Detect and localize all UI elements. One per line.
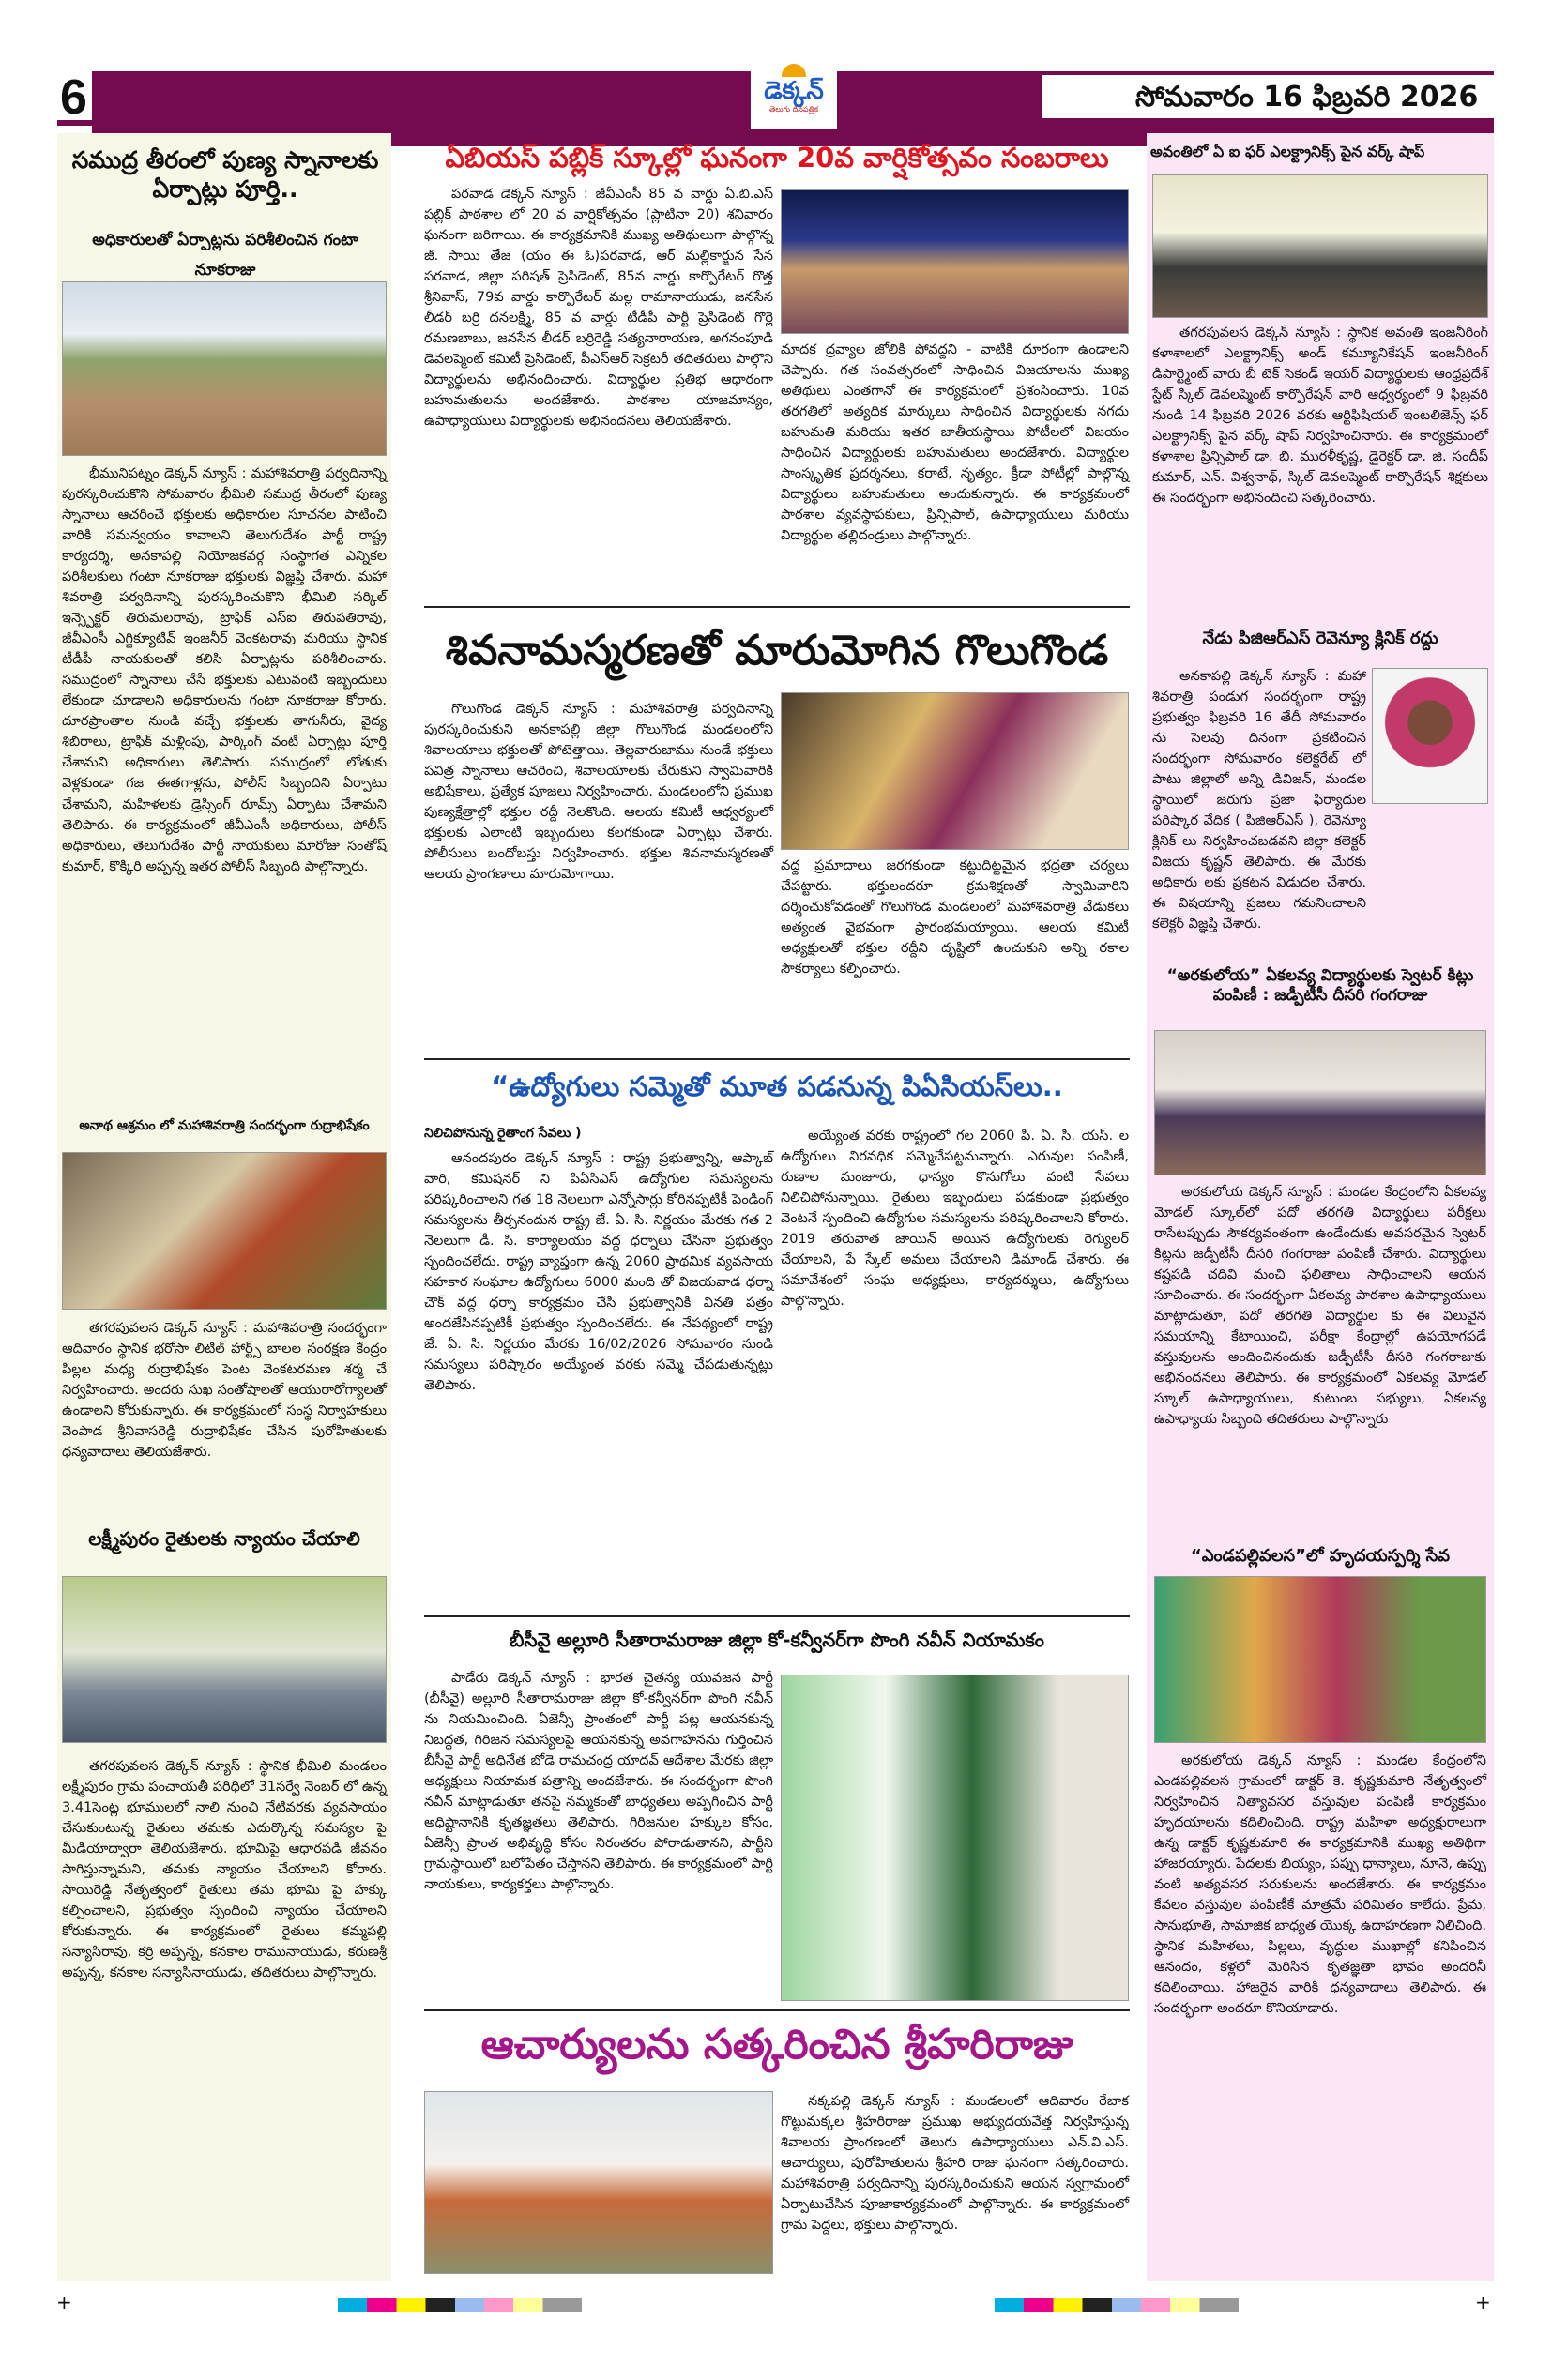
divider bbox=[424, 1615, 1130, 1617]
color-calibration-bar bbox=[338, 2298, 582, 2312]
divider bbox=[424, 2009, 1130, 2011]
subheadline: అధికారులతో ఏర్పాట్లను పరిశీలించిన గంటా నూకరాజు bbox=[92, 231, 358, 280]
color-calibration-bar bbox=[995, 2298, 1239, 2312]
news-photo bbox=[781, 189, 1129, 334]
article-body: పాడేరు డెక్కన్ న్యూస్ : భారత చైతన్య యువజన పార్టీ (బీసీవై) అల్లూరి సీతారామరాజు జిల్లా కో-కన్వీనర్‌గా పొంగి నవీన్ ను నియమించింది. ఏజెన్సీ ప్రాంతంలో పార్టీ పట్ల ఆయనకున్న నిబద్ధత, గిరిజన సమస్యలపై ఆయనకున్న అవగాహనను గుర్తించిన బీసీవై పార్టీ అధినేత బోడె రామచంద్ర యాదవ్ ఆదేశాల మేరకు జిల్లా అధ్యక్షులు నియామక పత్రాన్ని అందజేశారు. ఈ సందర్భంగా పొంగి నవీన్ మాట్లాడుతూ తనపై నమ్మకంతో బాధ్యతలు అప్పగించిన పార్టీ అధిష్టానానికి కృతజ్ఞతలు తెలిపారు. గిరిజనుల హక్కుల కోసం, ఏజెన్సీ ప్రాంత అభివృద్ధి కోసం నిరంతరం పోరాడుతానని, పార్టీని గ్రామస్థాయిలో బలోపేతం చేస్తానని తెలిపారు. ఈ కార్యక్రమంలో పార్టీ నాయకులు, కార్యకర్తలు పాల్గొన్నారు. bbox=[424, 1671, 773, 1893]
news-photo bbox=[1154, 1576, 1486, 1743]
news-photo bbox=[781, 692, 1129, 850]
page-number: 6 bbox=[60, 70, 87, 125]
headline: “ఎండపల్లివలస”లో హృదయస్పర్శి సేవ bbox=[1190, 1546, 1451, 1566]
article-body: భీమునిపట్నం డెక్కన్ న్యూస్ : మహాశివరాత్రి పర్వదినాన్ని పురస్కరించుకొని సోమవారం భీమిలి సముద్ర తీరంలో పుణ్య స్నానాలు ఆచరించే భక్తులకు అధికారుల సూచనల పాటించి వారికి సమన్వయం కావాలని తెలుగుదేశం పార్టీ రాష్ట్ర కార్యదర్శి, అనకాపల్లి నియోజకవర్గ సంస్థాగత ఎన్నికల పరిశీలకులు గంటా నూకరాజు భక్తులకు విజ్ఞప్తి చేశారు. మహా శివరాత్రి పర్వదినాన్ని పురస్కరించుకొని భీమిలి సర్కిల్ ఇన్స్పెక్టర్ తిరుమలరావు, ట్రాఫిక్ ఎస్ఐ తిరుపతిరావు, జీవీఎంసీ ఎగ్జిక్యూటివ్ ఇంజనీర్ వెంకటరావు మరియు స్థానిక టీడీపీ నాయకులతో కలిసి ఏర్పాట్లను పరిశీలించారు. సముద్రంలో స్నానాలు చేసే భక్తులకు ఎటువంటి ఇబ్బందులు లేకుండా చూడాలని అధికారులను గంటా నూకరాజు కోరారు. దూరప్రాంతాల నుండి వచ్చే భక్తులకు తాగునీరు, వైద్య శిబిరాలు, ట్రాఫిక్ మళ్లింపు, పార్కింగ్ వంటి ఏర్పాట్లు పూర్తి చేశామని అధికారులు తెలిపారు. సముద్రంలో లోతుకు వెళ్లకుండా గజ ఈతగాళ్లను, పోలీస్ సిబ్బందిని ఏర్పాటు చేశామని, మహిళలకు డ్రెస్సింగ్ రూమ్స్ ఏర్పాటు చేశామని తెలిపారు. ఈ కార్యక్రమంలో జీవీఎంసీ అధికారులు, పోలీస్ అధికారులు, తెలుగుదేశం పార్టీ నాయకులు మారోజు సంతోష్ కుమార్, కొక్కిరి అప్పన్న ఇతర పోలీస్ సిబ్బంది పాల్గొన్నారు. bbox=[62, 466, 387, 874]
logo-tagline: తెలుగు దినపత్రిక bbox=[768, 105, 819, 114]
headline: ఏబియస్ పబ్లిక్ స్కూల్లో ఘనంగా 20వ వార్షికోత్సవం సంబరాలు bbox=[445, 142, 1109, 174]
article-body: అనకాపల్లి డెక్కన్ న్యూస్ : మహా శివరాత్రి పండుగ సందర్భంగా రాష్ట్ర ప్రభుత్వం ఫిబ్రవరి 16 తేదీ సోమవారం ను సెలవు దినంగా ప్రకటించిన సందర్భంగా సోమవారం కలెక్టరేట్ లో పాటు జిల్లాలో అన్ని డివిజన్, మండల స్థాయిలో జరుగు ప్రజా ఫిర్యాదుల పరిష్కార వేదిక ( పిజిఆర్ఎస్ ), రెవెన్యూ క్లినిక్ లు నిర్వహించబడవని జిల్లా కలెక్టర్ విజయ కృష్ణన్ తెలిపారు. ఈ మేరకు అధికారు లకు ప్రకటన విడుదల చేశారు. ఈ విషయాన్ని ప్రజలు గమనించాలని కలెక్టర్ విజ్ఞప్తి చేశారు. bbox=[1152, 669, 1366, 932]
article-body: అయ్యేంత వరకు రాష్ట్రంలో గల 2060 పి. ఏ. సి. యస్. ల ఉద్యోగులు నిరవధిక సమ్మెచేపట్టనున్నారు. ఎరువుల పంపిణీ, రుణాల మంజూరు, ధాన్యం కొనుగోలు వంటి సేవలు నిలిచిపోనున్నాయి. రైతులు ఇబ్బందులు పడకుండా ప్రభుత్వం వెంటనే స్పందించి ఉద్యోగుల సమస్యలను పరిష్కరించాలని కోరారు. 2019 తరువాత జాయిన్ అయిన ఉద్యోగులకు రెగ్యులర్ చేయాలని, పే స్కేల్ అమలు చేయాలని డిమాండ్ చేశారు. ఈ సమావేశంలో సంఘ అధ్యక్షులు, కార్యదర్శులు, ఉద్యోగులు పాల్గొన్నారు. bbox=[781, 1129, 1129, 1310]
article-body: తగరపువలస డెక్కన్ న్యూస్ : స్థానిక అవంతి ఇంజనీరింగ్ కళాశాలలో ఎలక్ట్రానిక్స్ అండ్ కమ్యూనికేషన్ ఇంజనీరింగ్ డిపార్ట్మెంట్ వారు బీ టెక్ సెకండ్ ఇయర్ విద్యార్థులకు ఆంధ్రప్రదేశ్ స్టేట్ స్కిల్ డెవలప్మెంట్ కార్పొరేషన్ వారి ఆధ్వర్యంలో 9 ఫిబ్రవరి నుండి 14 ఫిబ్రవరి 2026 వరకు ఆర్టిఫిషియల్ ఇంటలిజెన్స్ ఫర్ ఎలక్ట్రానిక్స్ పైన వర్క్ షాప్ నిర్వహించినారు. ఈ కార్యక్రమంలో కళాశాల ప్రిన్సిపాల్ డా. బి. మురళీకృష్ణ, డైరెక్టర్ డా. జి. సందీప్ కుమార్, ఎన్. విశ్వనాథ్, స్కిల్ డెవలప్మెంట్ కార్పొరేషన్ శిక్షకులు ఈ సందర్భంగా అభినందించి సత్కరించారు. bbox=[1152, 326, 1488, 507]
article-body: మాదక ద్రవ్యాల జోలికి పోవద్దని - వాటికి దూరంగా ఉండాలని చెప్పారు. గత సంవత్సరంలో సాధించిన విజయాలను ముఖ్య అతిథులు ఎంతగానో ఈ కార్యక్రమంలో ప్రశంసించారు. 10వ తరగతిలో అత్యధిక మార్కులు సాధించిన విద్యార్థులకు నగదు బహుమతి మరియు ఇతర జాతీయస్థాయి పోటీలలో విజయం సాధించిన విద్యార్థులకు బహుమతులు అందజేశారు. విద్యార్థుల సాంస్కృతిక ప్రదర్శనలు, కరాటే, నృత్యం, క్రీడా పోటీల్లో పాల్గొన్న విద్యార్థులు బహుమతులు అందుకున్నారు. ఈ కార్యక్రమంలో పాఠశాల వ్యవస్థాపకులు, ప్రిన్సిపాల్, ఉపాధ్యాయులు మరియు విద్యార్థుల తల్లిదండ్రులు పాల్గొన్నారు. bbox=[781, 342, 1129, 544]
sun-emblem-icon bbox=[782, 64, 806, 77]
issue-date: సోమవారం 16 ఫిబ్రవరి 2026 bbox=[1042, 75, 1494, 118]
headline: అనాథ ఆశ్రమం లో మహాశివరాత్రి సందర్భంగా రుద్రాభిషేకం bbox=[79, 1118, 370, 1133]
article-body: పరవాడ డెక్కన్ న్యూస్ : జీవీఎంసీ 85 వ వార్డు ఏ.బి.ఎస్ పబ్లిక్ పాఠశాల లో 20 వ వార్షికోత్సవం (ప్లాటినా 20) శనివారం ఘనంగా జరిగాయి. ఈ కార్యక్రమానికి ముఖ్య అతిథులుగా పాల్గొన్న జీ. సాయి తేజ (యం ఈ ఓ)పరవాడ, ఆర్ మల్లికార్జున సేన పరవాడ, జిల్లా పరిషత్ ప్రెసిడెంట్, 85వ వార్డు కార్పొరేటర్ రొత్త శ్రీనివాస్, 79వ వార్డు కార్పొరేటర్ మల్ల రామానాయుడు, జనసేన లీడర్ బర్రి దనలక్ష్మి, 85 వ వార్డు టీడీపీ పార్టీ ప్రెసిడెంట్ గొర్లె రమణబాబు, జనసేన లీడర్ బర్రిరెడ్డి సత్యనారాయణ, అగనంపూడి డెవలప్మెంట్ కమిటీ ప్రెసిడెంట్, పీఎస్ఆర్ సెక్రటరీ తదితరులు పాల్గొని విద్యార్థులను అభినందించారు. విద్యార్థుల ప్రతిభ ఆధారంగా బహుమతులను అందజేశారు. పాఠశాల యాజమాన్యం, ఉపాధ్యాయులు విద్యార్థులకు అభినందనలు తెలియజేశారు. bbox=[424, 187, 773, 430]
headline: “ఉద్యోగులు సమ్మెతో మూత పడనున్న పిఏసియస్‌లు.. bbox=[491, 1070, 1063, 1102]
headline: నేడు పిజిఆర్ఎస్ రెవెన్యూ క్లినిక్ రద్దు bbox=[1202, 629, 1438, 648]
news-photo bbox=[781, 1675, 1129, 2001]
news-photo bbox=[424, 2091, 773, 2274]
headline: “అరకులోయ” ఏకలవ్య విద్యార్థులకు స్వెటర్ కిట్లు పంపిణీ : జడ్పీటీసీ దీసరి గంగరాజు bbox=[1166, 966, 1474, 1006]
headline: ఆచార్యులను సత్కరించిన శ్రీహరిరాజు bbox=[480, 2021, 1073, 2069]
news-photo bbox=[62, 281, 387, 456]
divider bbox=[424, 1058, 1130, 1060]
article-body: గొలుగొండ డెక్కన్ న్యూస్ : మహాశివరాత్రి పర్వదినాన్ని పురస్కరించుకుని అనకాపల్లి జిల్లా గొలుగొండ మండలంలోని శివాలయాలు భక్తులతో పోటెత్తాయి. తెల్లవారుజాము నుండే భక్తులు పవిత్ర స్నానాలు ఆచరించి, శివాలయాలకు చేరుకుని స్వామివారికి అభిషేకాలు, ప్రత్యేక పూజలు నిర్వహించారు. మండలంలోని ప్రముఖ పుణ్యక్షేత్రాల్లో భక్తుల రద్దీ నెలకొంది. ఆలయ కమిటీ ఆధ్వర్యంలో భక్తులకు ఎలాంటి ఇబ్బందులు కలగకుండా ఏర్పాట్లు చేశారు. పోలీసులు బందోబస్తు నిర్వహించారు. భక్తుల శివనామస్మరణతో ఆలయ ప్రాంగణాలు మారుమోగాయి. bbox=[424, 702, 773, 883]
portrait-photo bbox=[1372, 668, 1488, 804]
headline: అవంతిలో ఏ ఐ ఫర్ ఎలక్ట్రానిక్స్ పైన వర్క్ షాప్ bbox=[1150, 143, 1425, 160]
news-photo bbox=[1154, 1030, 1486, 1175]
article-body: అరకులోయ డెక్కన్ న్యూస్ : మండల కేంద్రంలోని ఏకలవ్య మోడల్ స్కూల్‌లో పదో తరగతి విద్యార్థులు పరీక్షలు రాసేటప్పుడు సౌకర్యవంతంగా ఉండేందుకు అవసరమైన స్వెటర్ కిట్లను జడ్పీటీసీ దీసరి గంగరాజు పంపిణీ చేశారు. విద్యార్థులు కష్టపడి చదివి మంచి ఫలితాలు సాధించాలని ఆయన సూచించారు. ఈ సందర్భంగా ఏకలవ్య పాఠశాల ఉపాధ్యాయులు మాట్లాడుతూ, పదో తరగతి విద్యార్థుల కు ఈ విలువైన సమయాన్ని కేటాయించి, పరీక్షా కేంద్రాల్లో ఉపయోగపడే వస్తువులను అందించినందుకు జడ్పీటీసీ దీసరి గంగరాజుకు అభినందనలు తెలిపారు. ఈ కార్యక్రమంలో ఏకలవ్య మోడల్ స్కూల్ ఉపాధ్యాయులు, కుటుంబ సభ్యులు, ఏకలవ్య ఉపాధ్యాయ సిబ్బంది తదితరులు పాల్గొన్నారు bbox=[1154, 1185, 1486, 1428]
article-body: ఆనందపురం డెక్కన్ న్యూస్ : రాష్ట్ర ప్రభుత్వాన్ని, ఆప్కాబ్ వారి, కమిషనర్ ని పిఏసిఎస్ ఉద్యోగుల సమస్యలను పరిష్కరించాలని గత 18 నెలలుగా ఎన్నోసార్లు కోరినప్పటికీ పెండింగ్ సమస్యలను తీర్చనందున రాష్ట్ర జే. ఏ. సి. నిర్ణయం మేరకు గత 2 నెలలుగా డీ. సి. కార్యాలయం వద్ద ధర్నాలు చేసినా ప్రభుత్వం స్పందించలేదు. రాష్ట్ర వ్యాప్తంగా ఉన్న 2060 ప్రాథమిక వ్యవసాయ సహకార సంఘాల ఉద్యోగులు 6000 మంది తో విజయవాడ ధర్నా చౌక్ వద్ద ధర్నా కార్యక్రమం చేసి ప్రభుత్వానికి వినతి పత్రం అందజేసినప్పటికీ ప్రభుత్వం స్పందించలేదు. ఈ నేపథ్యంలో రాష్ట్ర జే. ఏ. సి. నిర్ణయం మేరకు 16/02/2026 సోమవారం నుండి సమస్యలు పరిష్కారం అయ్యేంత వరకు సమ్మె చేపడుతున్నట్లు తెలిపారు. bbox=[424, 1151, 773, 1394]
article-body: తగరపువలస డెక్కన్ న్యూస్ : స్థానిక భీమిలి మండలం లక్ష్మీపురం గ్రామ పంచాయతీ పరిధిలో 31సర్వే నెంబర్ లో ఉన్న 3.41సెంట్ల భూములలో నాలి నుంచి నేటివరకు వ్యవసాయం చేసుకుంటున్న రైతులు తమకు ఎదుర్కొన్న సమస్యల పై మీడియాద్వారా తెలియజేశారు. భూమిపై ఆధారపడి జీవనం సాగిస్తున్నామని, తమకు న్యాయం చేయాలని కోరారు. సాయిరెడ్డి నేతృత్వంలో రైతులు తమ భూమి పై హక్కు కల్పించాలని, ప్రభుత్వం స్పందించి న్యాయం చేయాలని కోరుకున్నారు. ఈ కార్యక్రమంలో రైతులు కమ్మపల్లి సన్యాసిరావు, కర్రి అప్పన్న, కనకాల రామునాయుడు, కరుణశ్రీ అప్పన్న, కనకాల సన్యాసినాయుడు, తదితరులు పాల్గొన్నారు. bbox=[62, 1759, 387, 1981]
registration-mark-icon: + bbox=[1475, 2291, 1491, 2313]
news-photo bbox=[62, 1152, 387, 1310]
news-photo bbox=[62, 1576, 387, 1743]
article-body: తగరపువలస డెక్కన్ న్యూస్ : మహాశివరాత్రి సందర్భంగా ఆదివారం స్థానిక భరోసా లిటిల్ హార్ట్స్ బాలల సంరక్షణ కేంద్రం పిల్లల మధ్య రుద్రాభిషేకం పెంట వెంకటరమణ శర్మ చే నిర్వహించారు. అందరు సుఖ సంతోషాలతో ఆయురారోగ్యాలతో ఉండాలని కోరుకున్నారు. ఈ కార్యక్రమంలో సంస్థ నిర్వాహకులు వెంపాడ శ్రీనివాసరెడ్డి రుద్రాభిషేకం చేసిన పురోహితులకు ధన్యవాదాలు తెలియజేశారు. bbox=[62, 1321, 387, 1461]
article-body: వద్ద ప్రమాదాలు జరగకుండా కట్టుదిట్టమైన భద్రతా చర్యలు చేపట్టారు. భక్తులందరూ క్రమశిక్షణతో స్వామివారిని దర్శించుకోవడంతో గొలుగొండ మండలంలో మహాశివరాత్రి వేడుకలు అత్యంత వైభవంగా ప్రారంభమయ్యాయి. ఆలయ కమిటీ అధ్యక్షులతో భక్తుల రద్దీని దృష్టిలో ఉంచుకుని అన్ని రకాల సౌకర్యాలు కల్పించారు. bbox=[781, 858, 1129, 978]
news-photo bbox=[1152, 174, 1488, 318]
divider bbox=[424, 606, 1130, 608]
article-body: అరకులోయ డెక్కన్ న్యూస్ : మండల కేంద్రంలోని ఎండపల్లివలస గ్రామంలో డాక్టర్ కె. కృష్ణకుమారి నేతృత్వంలో నిర్వహించిన నిత్యావసర వస్తువుల పంపిణీ కార్యక్రమం హృదయాలను కదిలించింది. రాష్ట్ర మహిళా అధ్యక్షురాలుగా ఉన్న డాక్టర్ కృష్ణకుమారి ఈ కార్యక్రమానికి ముఖ్య అతిథిగా హాజరయ్యారు. పేదలకు బియ్యం, పప్పు ధాన్యాలు, నూనె, ఉప్పు వంటి అత్యవసర సరుకులను అందజేశారు. ఈ కార్యక్రమం కేవలం వస్తువుల పంపిణీకే మాత్రమే పరిమితం కాలేదు. ప్రేమ, సానుభూతి, సామాజిక బాధ్యత యొక్క ఉదాహరణగా నిలిచింది. స్థానిక మహిళలు, పిల్లలు, వృద్ధుల ముఖాల్లో కనిపించిన ఆనందం, కళ్లలో మెరిసిన కృతజ్ఞతా భావం అందరినీ కదిలించాయి. హాజరైన వారికి ధన్యవాదాలు తెలిపారు. ఈ సందర్భంగా అందరూ కొనియాడారు. bbox=[1154, 1753, 1486, 2017]
registration-mark-icon: + bbox=[56, 2291, 72, 2313]
logo-name: డెక్కన్ bbox=[764, 77, 824, 105]
subheadline: నిలిచిపోనున్న రైతాంగ సేవలు ) bbox=[424, 1126, 582, 1141]
headline: సముద్ర తీరంలో పుణ్య స్నానాలకు ఏర్పాట్లు పూర్తి.. bbox=[71, 146, 379, 204]
headline: బీసీవై అల్లూరి సీతారామరాజు జిల్లా కో-కన్వీనర్‌గా పొంగి నవీన్ నియామకం bbox=[510, 1629, 1044, 1651]
article-body: నక్కపల్లి డెక్కన్ న్యూస్ : మండలంలో ఆదివారం రేబాక గొట్టుమక్కల శ్రీహరిరాజు ప్రముఖ అభ్యుదయవేత్త నిర్వహిస్తున్న శివాలయ ప్రాంగణంలో తెలుగు ఉపాధ్యాయులు ఎన్.వి.ఎస్. ఆచార్యులు, పురోహితులను శ్రీహరి రాజు ఘనంగా సత్కరించారు. మహాశివరాత్రి పర్వదినాన్ని పురస్కరించుకుని ఆయన స్వగ్రామంలో ఏర్పాటుచేసిన పూజాకార్యక్రమంలో పాల్గొన్నారు. ఈ కార్యక్రమంలో గ్రామ పెద్దలు, భక్తులు పాల్గొన్నారు. bbox=[781, 2094, 1129, 2234]
headline: లక్ష్మీపురం రైతులకు న్యాయం చేయాలి bbox=[88, 1527, 360, 1550]
newspaper-logo bbox=[751, 62, 837, 129]
headline: శివనామస్మరణతో మారుమోగిన గొలుగొండ bbox=[445, 627, 1109, 675]
